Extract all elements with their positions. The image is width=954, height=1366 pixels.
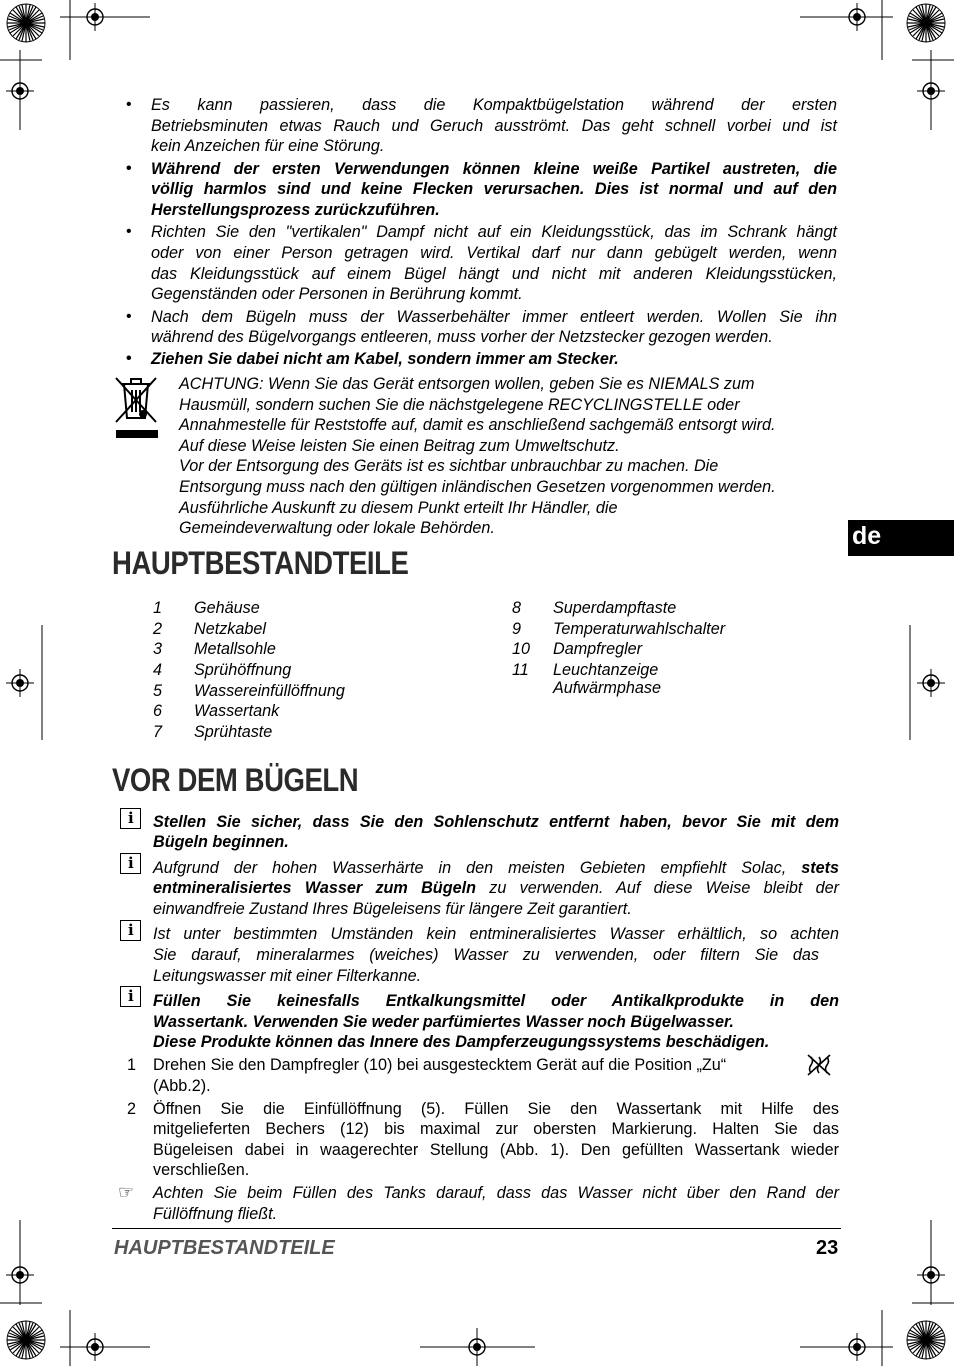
- note-line-2: Füllöffnung fließt.: [153, 1205, 278, 1223]
- part-item: [153, 639, 453, 660]
- bullet-4-line-1: Nach dem Bügeln muss der Wasserbehälter immer entleert werden. Wollen Sie ihn: [151, 307, 837, 326]
- part-name: Sprühöffnung: [194, 661, 292, 680]
- info-1-line-1: Stellen Sie sicher, dass Sie den Sohlenschutz entfernt haben, bevor Sie mit dem: [153, 813, 839, 831]
- part-name: Temperaturwahlschalter: [553, 619, 726, 638]
- part-name: Wassertank: [194, 702, 280, 721]
- step-2-line-2: mitgelieferten Bechers (12) bis maximal zur obersten Markierung. Halten Sie das: [153, 1120, 839, 1138]
- part-name: Wassereinfüllöffnung: [194, 681, 345, 700]
- weee-crossed-bin-icon: [112, 374, 160, 440]
- bullet-marker: •: [126, 223, 132, 241]
- bullet-5-line-1: Ziehen Sie dabei nicht am Kabel, sondern immer am Stecker.: [151, 350, 619, 369]
- part-name: Superdampftaste: [553, 599, 677, 617]
- part-item: [153, 681, 453, 702]
- part-number: 7: [153, 723, 163, 742]
- part-number: 4: [153, 661, 163, 680]
- disposal-notice-line: Hausmüll, sondern suchen Sie die nächstgelegene RECYCLINGSTELLE oder: [179, 395, 740, 414]
- part-number: 1: [153, 599, 163, 617]
- part-item: [153, 722, 453, 743]
- info-3-line-2: Sie darauf, mineralarmes (weiches) Wasser zu verwenden, oder filtern Sie das: [153, 946, 819, 964]
- part-name: Dampfregler: [553, 640, 643, 659]
- part-number: 3: [153, 640, 163, 659]
- footer-section-title: HAUPTBESTANDTEILE: [114, 1237, 335, 1259]
- section-heading-main-parts: HAUPTBESTANDTEILE: [112, 545, 409, 581]
- info-3-line-1: Ist unter bestimmten Umständen kein entmineralisiertes Wasser erhältlich, so achten: [153, 925, 839, 943]
- info-icon: i: [120, 853, 141, 874]
- note-line-1: Achten Sie beim Füllen des Tanks darauf, dass das Wasser nicht über den Rand der: [153, 1184, 839, 1202]
- step-2-line-3: Bügeleisen dabei in waagerechter Stellung (Abb. 1). Den gefüllten Wassertank wieder: [153, 1141, 839, 1159]
- disposal-notice-line: Vor der Entsorgung des Geräts ist es sichtbar unbrauchbar zu machen. Die: [179, 457, 719, 476]
- part-number: 2: [153, 619, 163, 638]
- bullet-4-line-2: während des Bügelvorgangs entleeren, muss vorher der Netzstecker gezogen werden.: [151, 328, 773, 347]
- disposal-notice-line: Ausführliche Auskunft zu diesem Punkt erteilt Ihr Händler, die: [179, 498, 618, 517]
- part-name: Metallsohle: [194, 640, 276, 659]
- step-1-line-2: (Abb.2).: [153, 1077, 211, 1095]
- part-name: Leuchtanzeige: [553, 661, 659, 680]
- part-number: 9: [512, 619, 522, 638]
- steam-off-icon: [806, 1053, 832, 1077]
- info-2-line-2: entmineralisiertes Wasser zum Bügeln zu verwenden. Auf diese Weise bleibt der: [153, 879, 840, 897]
- bullet-2-line-2: völlig harmlos sind und keine Flecken verursachen. Dies ist normal und auf den: [151, 180, 837, 199]
- info-icon: i: [120, 920, 141, 941]
- info-2-line-1: Aufgrund der hohen Wasserhärte in den meisten Gebieten empfiehlt Solac, stets: [153, 859, 839, 877]
- page-number: 23: [816, 1237, 839, 1259]
- part-number: 11: [512, 661, 529, 680]
- info-icon: i: [120, 808, 141, 829]
- bullet-3-line-4: Gegenständen oder Personen in Berührung kommt.: [151, 285, 523, 304]
- disposal-notice-line: Annahmestelle für Reststoffe auf, damit es anschließend sachgemäß entsorgt wird.: [179, 416, 776, 435]
- info-2-line-3: einwandfreie Zustand Ihres Bügeleisens für längere Zeit garantiert.: [153, 900, 632, 918]
- bullet-1-line-2: Betriebsminuten etwas Rauch und Geruch ausströmt. Das geht schnell vorbei und ist: [151, 116, 837, 135]
- part-item: [153, 619, 453, 640]
- part-number: 8: [512, 599, 522, 617]
- step-1-number: 1: [127, 1056, 137, 1074]
- part-item: [512, 598, 812, 619]
- step-2-line-1: Öffnen Sie die Einfüllöffnung (5). Füllen Sie den Wassertank mit Hilfe des: [153, 1100, 839, 1118]
- step-1-line-1: Drehen Sie den Dampfregler (10) bei ausgestecktem Gerät auf die Position „Zu“: [153, 1056, 727, 1074]
- part-item: [153, 701, 453, 722]
- bullet-1-line-1: Es kann passieren, dass die Kompaktbügelstation während der ersten: [151, 96, 837, 114]
- section-heading-before-ironing: VOR DEM BÜGELN: [112, 762, 359, 798]
- language-tab: de: [848, 520, 954, 556]
- part-number: 6: [153, 702, 163, 721]
- parts-list-right: [512, 598, 812, 698]
- footer-rule: [112, 1228, 841, 1229]
- bullet-3-line-3: das Kleidungsstück auf einem Bügel hängt und nicht mit anderen Kleidungsstücken,: [151, 264, 837, 283]
- bullet-2-line-3: Herstellungsprozess zurückzuführen.: [151, 201, 440, 219]
- info-4-line-2: Wassertank. Verwenden Sie weder parfümiertes Wasser noch Bügelwasser.: [153, 1013, 734, 1031]
- info-3-line-3: Leitungswasser mit einer Filterkanne.: [153, 967, 422, 985]
- part-name: Sprühtaste: [194, 723, 273, 742]
- step-2-number: 2: [127, 1100, 137, 1118]
- part-item: [512, 619, 812, 640]
- info-4-line-3: Diese Produkte können das Innere des Dampferzeugungssystems beschädigen.: [153, 1033, 770, 1051]
- bullet-marker: •: [126, 350, 132, 368]
- part-name: Aufwärmphase: [553, 678, 661, 697]
- disposal-notice-line: Gemeindeverwaltung oder lokale Behörden.: [179, 519, 495, 538]
- pointing-hand-icon: ☞: [118, 1182, 135, 1203]
- part-item: [153, 598, 453, 619]
- bullet-3-line-2: oder von einer Person getragen wird. Vertikal darf nur dann gebügelt werden, wenn: [151, 243, 837, 262]
- part-item: [512, 639, 812, 660]
- bullet-2-line-1: Während der ersten Verwendungen können kleine weiße Partikel austreten, die: [151, 159, 837, 178]
- bullet-marker: •: [126, 307, 132, 325]
- part-number: 10: [512, 640, 531, 659]
- disposal-notice-line: Auf diese Weise leisten Sie einen Beitrag zum Umweltschutz.: [179, 436, 620, 455]
- bullet-marker: •: [126, 96, 132, 113]
- info-4-line-1: Füllen Sie keinesfalls Entkalkungsmittel oder Antikalkprodukte in den: [153, 992, 839, 1010]
- part-item: [153, 660, 453, 681]
- part-item: [512, 678, 812, 699]
- step-2-line-4: verschließen.: [153, 1161, 250, 1179]
- bullet-3-line-1: Richten Sie den "vertikalen" Dampf nicht auf ein Kleidungsstück, das im Schrank hängt: [151, 223, 837, 242]
- bullet-marker: •: [126, 159, 132, 177]
- disposal-notice-line: Entsorgung muss nach den gültigen inländischen Gesetzen vorgenommen werden.: [179, 478, 776, 496]
- part-name: Gehäuse: [194, 599, 260, 617]
- disposal-notice-line: ACHTUNG: Wenn Sie das Gerät entsorgen wollen, geben Sie es NIEMALS zum: [179, 375, 755, 393]
- bullet-1-line-3: kein Anzeichen für eine Störung.: [151, 137, 385, 156]
- info-1-line-2: Bügeln beginnen.: [153, 833, 289, 851]
- info-icon: i: [120, 986, 141, 1007]
- parts-list-left: [153, 598, 453, 743]
- part-number: 5: [153, 681, 163, 700]
- part-name: Netzkabel: [194, 619, 266, 638]
